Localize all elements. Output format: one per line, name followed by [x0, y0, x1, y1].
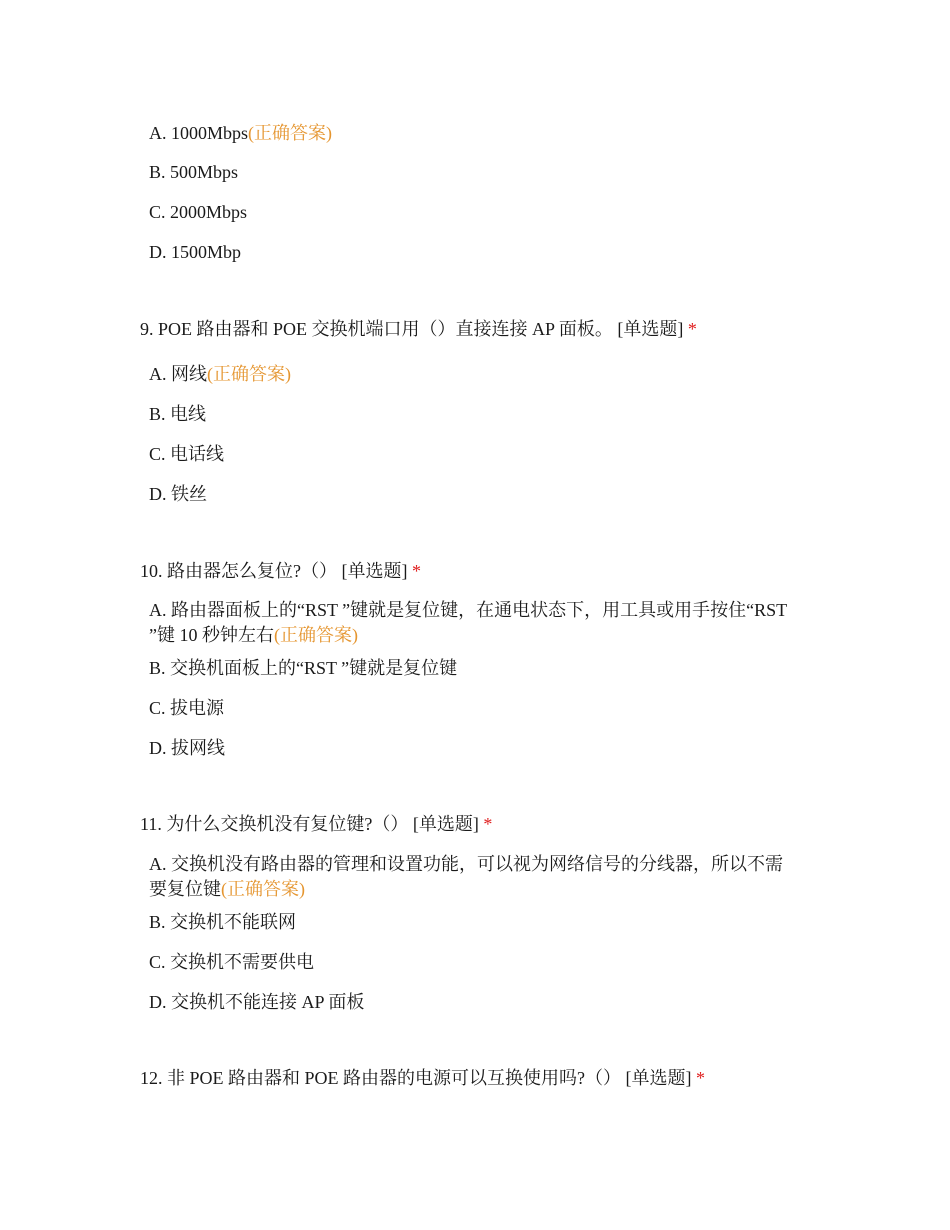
- q8-option-b: [149, 160, 799, 185]
- q9-option-d: [149, 482, 799, 507]
- correct-answer-label: (正确答案): [248, 123, 333, 143]
- option-text: A. 交换机没有路由器的管理和设置功能，可以视为网络信号的分线器，所以不需要复位键: [149, 854, 783, 899]
- option-text: C. 电话线: [149, 444, 225, 464]
- required-mark: *: [411, 561, 421, 581]
- question-title: [140, 317, 697, 341]
- q8-option-d: [149, 240, 799, 265]
- q11-option-a: [149, 852, 799, 902]
- option-text: B. 交换机不能联网: [149, 912, 297, 932]
- option-text: D. 拔网线: [149, 738, 225, 758]
- option-text: C. 交换机不需要供电: [149, 952, 315, 972]
- question-text: 11. 为什么交换机没有复位键?（） [单选题]: [140, 814, 479, 834]
- q10-option-d: [149, 736, 799, 761]
- option-text: B. 500Mbps: [149, 162, 239, 182]
- option-text: B. 电线: [149, 404, 207, 424]
- required-mark: *: [687, 319, 697, 339]
- q10-option-a: [149, 598, 799, 648]
- option-text: D. 1500Mbp: [149, 242, 242, 262]
- question-title: [140, 559, 421, 583]
- q10-option-b: [149, 656, 799, 681]
- option-text: B. 交换机面板上的“RST ”键就是复位键: [149, 658, 458, 678]
- q8-option-c: [149, 200, 799, 225]
- option-text: D. 交换机不能连接 AP 面板: [149, 992, 365, 1012]
- question-title: [140, 1066, 705, 1090]
- option-text: D. 铁丝: [149, 484, 207, 504]
- q10-option-c: [149, 696, 799, 721]
- q11-option-d: [149, 990, 799, 1015]
- required-mark: *: [696, 1068, 705, 1088]
- question-text: 12. 非 POE 路由器和 POE 路由器的电源可以互换使用吗?（） [单选题]: [140, 1068, 692, 1088]
- correct-answer-label: (正确答案): [207, 364, 291, 384]
- q8-option-a: [149, 121, 799, 146]
- q9-option-a: [149, 362, 799, 387]
- q9-option-c: [149, 442, 799, 467]
- correct-answer-label: (正确答案): [274, 625, 358, 645]
- option-text: C. 拔电源: [149, 698, 225, 718]
- q11-option-b: [149, 910, 799, 935]
- option-text: A. 1000Mbps: [149, 123, 249, 143]
- option-text: A. 路由器面板上的“RST ”键就是复位键，在通电状态下，用工具或用手按住“RST ”键 10 秒钟左右: [149, 600, 787, 645]
- q11-option-c: [149, 950, 799, 975]
- question-title: [140, 812, 492, 836]
- q9-option-b: [149, 402, 799, 427]
- question-text: 9. POE 路由器和 POE 交换机端口用（）直接连接 AP 面板。 [单选题]: [140, 319, 684, 339]
- correct-answer-label: (正确答案): [221, 879, 305, 899]
- required-mark: *: [483, 814, 493, 834]
- option-text: C. 2000Mbps: [149, 202, 248, 222]
- option-text: A. 网线: [149, 364, 207, 384]
- question-text: 10. 路由器怎么复位?（） [单选题]: [140, 561, 408, 581]
